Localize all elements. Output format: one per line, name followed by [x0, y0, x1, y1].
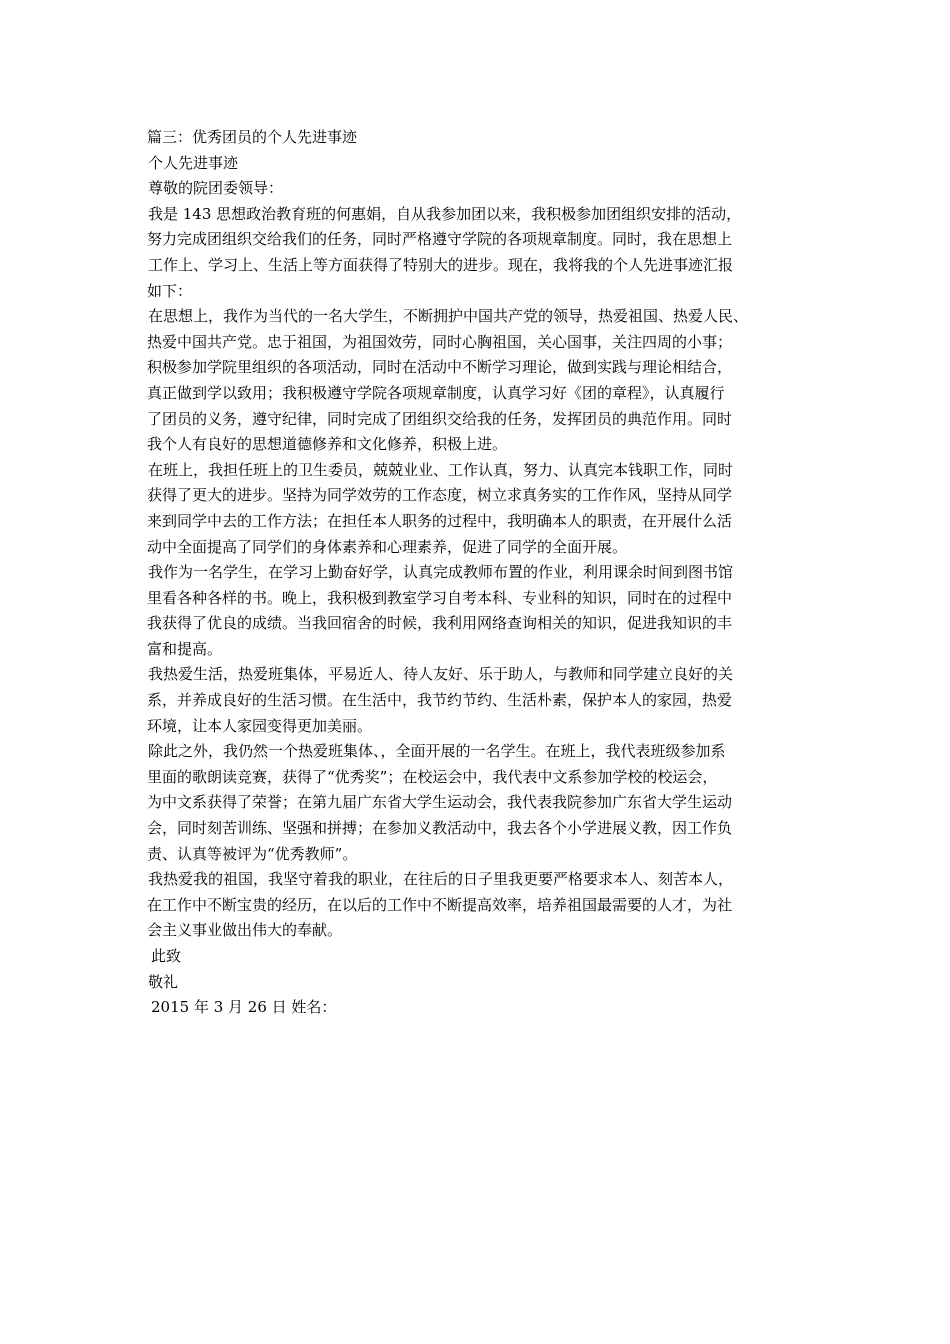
text-line: 积极参加学院里组织的各项活动，同时在活动中不断学习理论，做到实践与理论相结合， [147, 358, 733, 377]
text-line: 获得了更大的进步。坚持为同学效劳的工作态度，树立求真务实的工作作风，坚持从同学 [147, 486, 733, 505]
text-line: 热爱中国共产党。忠于祖国，为祖国效劳，同时心胸祖国，关心国事，关注四周的小事； [147, 332, 733, 351]
text-line: 我热爱生活，热爱班集体，平易近人、待人友好、乐于助人，与教师和同学建立良好的关 [148, 665, 734, 684]
text-line: 了团员的义务，遵守纪律，同时完成了团组织交给我的任务，发挥团员的典范作用。同时 [147, 409, 733, 428]
text-line: 为中文系获得了荣誉；在第九届广东省大学生运动会，我代表我院参加广东省大学生运动 [147, 793, 733, 812]
text-line: 系，并养成良好的生活习惯。在生活中，我节约节约、生活朴素，保护本人的家园，热爱 [147, 691, 733, 710]
text-line: 努力完成团组织交给我们的任务，同时严格遵守学院的各项规章制度。同时，我在思想上 [147, 230, 733, 249]
closing-line: 此致 [151, 947, 182, 965]
document-title: 篇三：优秀团员的个人先进事迹 [147, 128, 358, 146]
text-line: 富和提高。 [147, 639, 223, 658]
date-signature-line: 2015 年 3 月 26 日 姓名： [151, 998, 337, 1017]
text-line: 我作为一名学生，在学习上勤奋好学，认真完成教师布置的作业，利用课余时间到图书馆 [148, 563, 734, 582]
text-line: 在思想上，我作为当代的一名大学生，不断拥护中国共产党的领导，热爱祖国、热爱人民、 [148, 307, 749, 326]
text-line: 我获得了优良的成绩。当我回宿舍的时候，我利用网络查询相关的知识，促进我知识的丰 [147, 614, 733, 633]
text-line: 会，同时刻苦训练、坚强和拼搏；在参加义教活动中，我去各个小学进展义教，因工作负 [147, 819, 733, 838]
text-line: 来到同学中去的工作方法；在担任本人职务的过程中，我明确本人的职责，在开展什么活 [147, 511, 733, 530]
text-line: 我个人有良好的思想道德修养和文化修养，积极上进。 [147, 435, 508, 454]
text-line: 真正做到学以致用；我积极遵守学院各项规章制度，认真学习好《团的章程》，认真履行 [147, 383, 725, 402]
salutation: 尊敬的院团委领导： [148, 179, 284, 198]
text-line: 除此之外，我仍然一个热爱班集体、，全面开展的一名学生。在班上，我代表班级参加系 [148, 742, 726, 761]
text-line: 在班上，我担任班上的卫生委员，兢兢业业、工作认真，努力、认真完本钱职工作，同时 [148, 460, 734, 479]
document-body [147, 125, 827, 1021]
text-line: 会主义事业做出伟大的奉献。 [147, 921, 343, 940]
text-line: 责、认真等被评为“优秀教师”。 [147, 844, 358, 863]
text-line: 环境，让本人家园变得更加美丽。 [147, 716, 373, 735]
document-subtitle: 个人先进事迹 [148, 153, 239, 172]
text-line: 里面的歌朗读竞赛，获得了“优秀奖”；在校运会中，我代表中文系参加学校的校运会， [147, 767, 718, 786]
text-line: 我热爱我的祖国，我坚守着我的职业，在往后的日子里我更要严格要求本人、刻苦本人， [148, 870, 734, 889]
text-line: 在工作中不断宝贵的经历，在以后的工作中不断提高效率，培养祖国最需要的人才，为社 [147, 895, 733, 914]
text-line: 工作上、学习上、生活上等方面获得了特别大的进步。现在，我将我的个人先进事迹汇报 [148, 255, 734, 274]
text-line: 动中全面提高了同学们的身体素养和心理素养，促进了同学的全面开展。 [147, 537, 628, 556]
text-line: 我是 143 思想政治教育班的何惠娟，自从我参加团以来，我积极参加团组织安排的活动， [148, 204, 742, 223]
text-line: 里看各种各样的书。晚上，我积极到教室学习自考本科、专业科的知识，同时在的过程中 [147, 588, 733, 607]
text-line: 如下： [147, 281, 193, 300]
closing-salute: 敬礼 [148, 972, 179, 991]
